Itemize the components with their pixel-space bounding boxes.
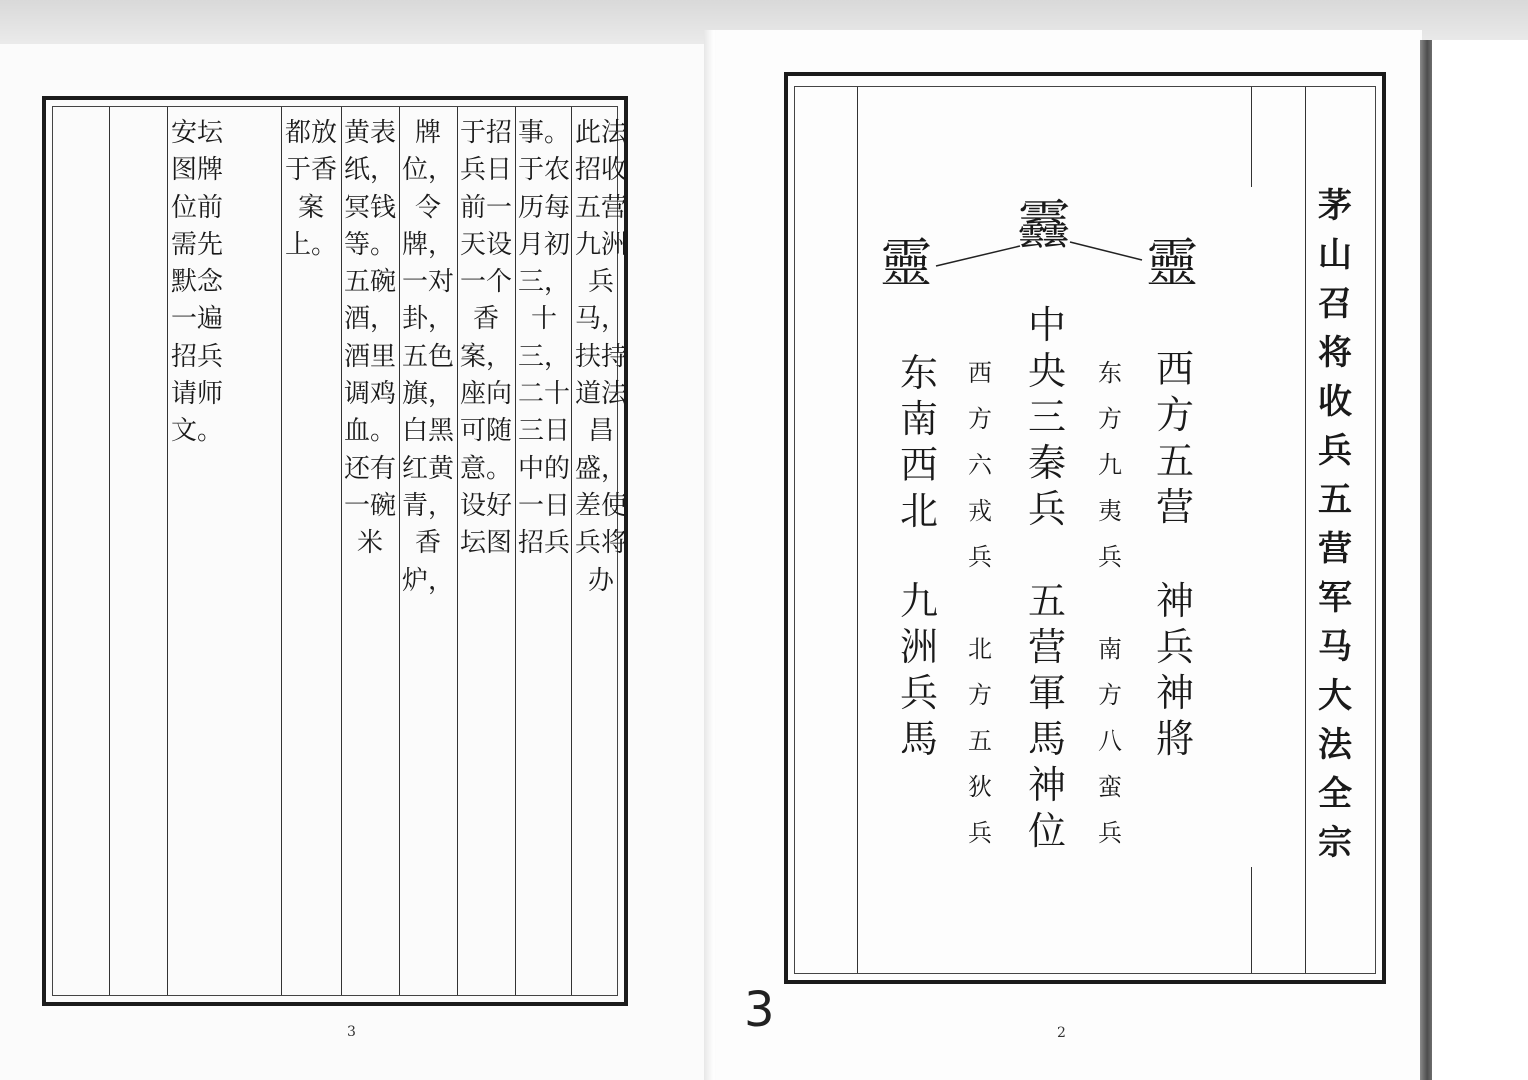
column-divine-generals: 神兵神將 — [1155, 579, 1194, 761]
column-rule — [1251, 867, 1252, 973]
column-rule — [1251, 87, 1252, 187]
scan-margin — [1432, 40, 1528, 1080]
column-rule — [281, 107, 282, 995]
book-edge — [1420, 40, 1432, 1080]
column-west-rong-troops: 西方六戎兵 — [968, 359, 992, 571]
column-south-troops: 南方八蛮兵 — [1098, 635, 1122, 847]
column-four-directions: 东南西北 — [899, 351, 938, 533]
column-rule — [167, 107, 168, 995]
column-rule — [857, 87, 858, 973]
text-column-2: 事。于农历每月初三，十三，二十三日中的一日招兵 — [517, 118, 570, 559]
column-rule — [109, 107, 110, 995]
column-west-five-camps: 西方五营 — [1155, 347, 1194, 529]
talisman-right-char: 靈 — [1146, 234, 1199, 294]
text-column-8: 安坛图牌位前需先默念一遍招兵请师文。 — [170, 118, 223, 447]
column-east-troops: 东方九夷兵 — [1098, 359, 1122, 571]
left-page-frame — [42, 96, 628, 1006]
column-rule — [1305, 87, 1306, 973]
handwritten-page-marker: 3 — [744, 982, 775, 1038]
left-page-inner-border — [52, 106, 627, 996]
text-column-5: 黄表纸，冥钱等。五碗酒，酒里调鸡血。还有一碗米 — [343, 118, 396, 559]
column-five-camps-tablet: 五营軍馬神位 — [1027, 579, 1066, 853]
left-page-number: 3 — [347, 1024, 356, 1040]
right-page-number: 2 — [1057, 1025, 1066, 1041]
text-column-1: 此法招收五营九洲兵马，扶持道法昌盛，差使兵将办 — [574, 118, 627, 596]
page-title: 茅山召将收兵五营军马大法全宗 — [1318, 186, 1352, 863]
talisman-connector-lines — [930, 232, 1150, 282]
talisman-left-char: 靈 — [880, 234, 933, 294]
talisman-top-char: 䨺 — [1018, 196, 1071, 256]
right-page-frame — [784, 72, 1386, 984]
column-north-di-troops: 北方五狄兵 — [968, 635, 992, 847]
text-column-4: 牌位，令牌，一对卦，五色旗，白黑红黄青，香炉， — [401, 118, 454, 596]
right-page-inner-border — [794, 86, 1376, 974]
text-column-6: 都放于香案上。 — [284, 118, 337, 260]
column-nine-continents-troops: 九洲兵馬 — [899, 579, 938, 761]
column-central-qin-troops: 中央三秦兵 — [1027, 303, 1066, 531]
text-column-3: 于招兵日前一天设一个香案，座向可随意。设好坛图 — [459, 118, 512, 559]
